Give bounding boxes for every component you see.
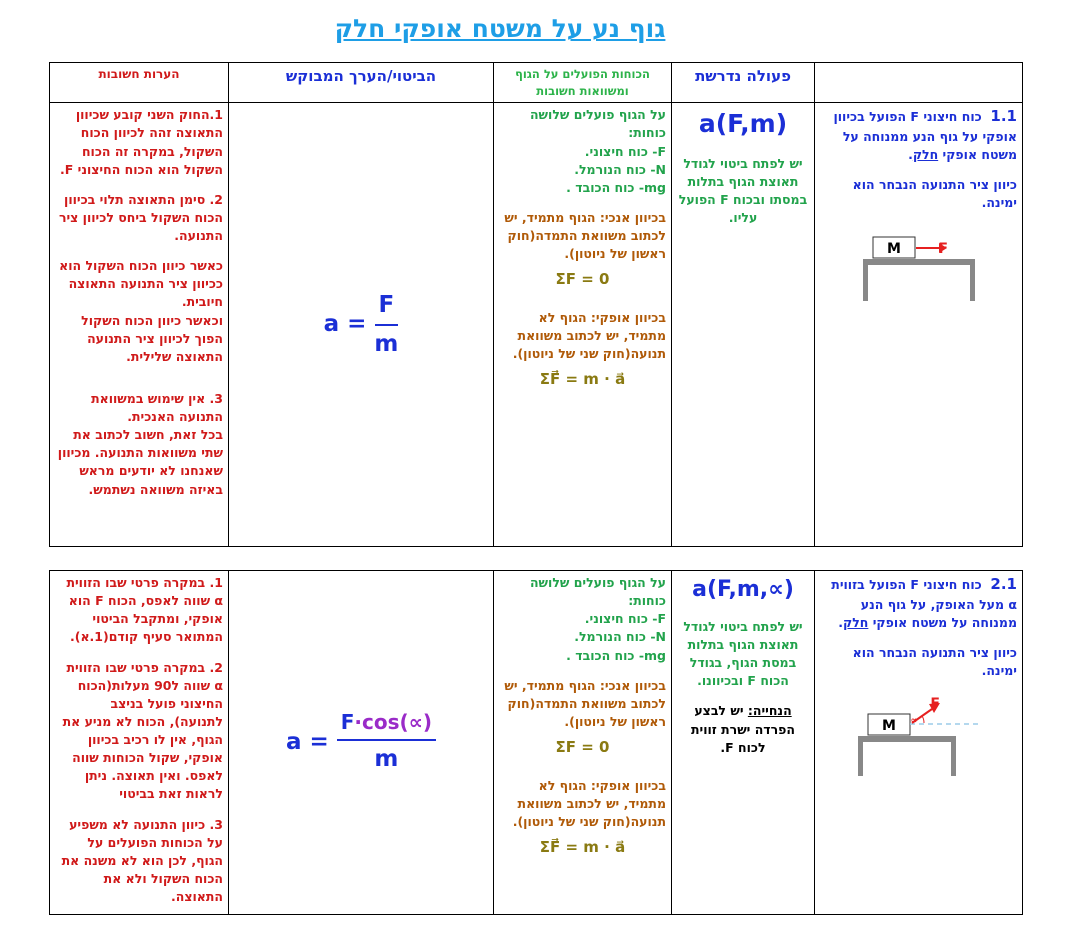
formula	[234, 708, 488, 776]
diagram-force-label: F	[929, 696, 940, 713]
action-cell-1	[672, 103, 815, 547]
block-angled-force-diagram	[854, 692, 984, 777]
formula	[234, 289, 488, 362]
table-section-1	[49, 62, 1023, 547]
formula-numerator-cos: ·cos(∝)	[354, 710, 433, 735]
section-cell-2	[815, 571, 1023, 915]
section-description: 1.1 כוח חיצוני F הפועל בכיוון אופקי על גוף הנע ממנוחה על משטח אופקי חלק.	[833, 107, 1017, 163]
header-section	[815, 63, 1023, 103]
note-3: 3. אין שימוש במשוואת התנועה האנכית.	[91, 390, 223, 425]
block-force-diagram	[859, 225, 979, 305]
notes-cell-2	[50, 571, 229, 915]
diagram-mass-label: M	[886, 240, 901, 257]
notes-cell-1	[50, 103, 229, 547]
hint-text: יש לבצע הפרדה ישרת זווית לכוח F.	[690, 703, 795, 755]
content-row-2	[50, 571, 1023, 915]
section-cell-1	[815, 103, 1023, 547]
note-3: 3. כיוון התנועה לא משפיע על הכוחות הפועלים על הגוף, לכן הוא לא משנה את הכוח השקול ולא את התאוצה.	[61, 816, 223, 904]
motion-direction: כיוון ציר התנועה הנבחר הוא ימינה.	[852, 177, 1017, 211]
note-1: 1.החוק השני קובע שכיוון התאוצה זהה לכיוון הכוח השקול, במקרה זה הכוח השקול הוא הכוח החיצוני F.	[59, 107, 223, 177]
action-expression: a(F,m,∝)	[692, 577, 794, 602]
page-title: גוף נע על משטח אופקי חלק	[334, 14, 666, 43]
note-3b: בכל זאת, חשוב לכתוב את שתי משוואות התנועה. מכיוון שאנחנו לא יודעים מראש באיזה משוואה נשתמש.	[57, 427, 223, 497]
content-row-1	[50, 103, 1023, 547]
section-number: 2.1	[990, 575, 1017, 593]
note-2: 2. סימן התאוצה תלוי בכיוון הכוח השקול ביחס לכיוון ציר התנועה.	[58, 191, 223, 244]
force-mg: mg- כוח הכובד .	[566, 179, 666, 195]
header-action: פעולה נדרשת	[672, 63, 815, 103]
formula-numerator: F	[375, 289, 399, 326]
horizontal-text: בכיוון אופקי: הגוף לא מתמיד, יש לכתוב משוואת תנועה(חוק שני של ניוטון).	[512, 310, 666, 362]
diagram-force-label: F	[937, 240, 948, 257]
forces-cell-2	[494, 571, 672, 915]
hint-label: הנחייה:	[747, 703, 792, 719]
action-cell-2	[672, 571, 815, 915]
note-2: 2. במקרה פרטי שבו הזווית α שווה ל90 מעלות(הכוח החיצוני פועל בניצב לתנועה), הכוח לא מניע את הגוף, אין לו רכיב בכיוון אופקי, שקול הכוחות שווה לאפס. ואין תאוצה. ניתן לראות זאת בביטוי	[62, 659, 223, 802]
vertical-text: בכיוון אנכי: הגוף מתמיד, יש לכתוב משוואת התמדה(חוק ראשון של ניוטון).	[504, 209, 666, 262]
action-text: יש לפתח ביטוי לגודל תאוצת הגוף בתלות במסתו ובכוח F הפועל עליו.	[678, 155, 808, 225]
section-number: 1.1	[990, 107, 1017, 126]
action-text: יש לפתח ביטוי לגודל תאוצת הגוף בתלות במסת הגוף, בגודל הכוח F ובכיוונו.	[683, 618, 803, 689]
note-2b: כאשר כיוון הכוח השקול הוא ככיוון ציר התנועה התאוצה חיובית.	[59, 258, 223, 310]
equation-1: ΣF = 0	[555, 270, 610, 289]
formula-lhs: a =	[285, 728, 329, 755]
force-f: F- כוח חיצוני.	[584, 143, 666, 159]
force-n: N- כוח הנורמל.	[574, 629, 666, 645]
expression-cell-1	[229, 103, 494, 547]
table-section-2	[49, 570, 1023, 915]
header-forces: הכוחות הפועלים על הגוף ומשוואות חשובות	[494, 63, 672, 103]
formula-lhs: a =	[323, 311, 367, 338]
horizontal-text: בכיוון אופקי: הגוף לא מתמיד, יש לכתוב משוואת תנועה(חוק שני של ניוטון).	[512, 777, 666, 829]
note-2c: וכאשר כיוון הכוח השקול הפוך לכיוון ציר התנועה התאוצה שלילית.	[81, 312, 223, 364]
hint	[677, 702, 809, 756]
header-expression: הביטוי/הערך המבוקש	[229, 63, 494, 103]
header-notes: הערות חשובות	[50, 63, 229, 103]
force-n: N- כוח הנורמל.	[574, 161, 666, 177]
formula-numerator-f: F	[340, 710, 355, 735]
force-mg: mg- כוח הכובד .	[566, 647, 666, 663]
expression-cell-2	[229, 571, 494, 915]
formula-denominator: m	[374, 330, 399, 357]
force-f: F- כוח חיצוני.	[584, 611, 666, 627]
forces-cell-1	[494, 103, 672, 547]
equation-1: ΣF = 0	[555, 738, 610, 756]
equation-2: ΣF⃗ = m · a⃗	[539, 838, 626, 857]
section-description: 2.1 כוח חיצוני F הפועל בזווית α מעל האופק, על גוף הנע ממנוחה על משטח אופקי חלק.	[831, 575, 1017, 630]
note-1: 1. במקרה פרטי שבו הזווית α שווה לאפס, הכוח F הוא אופקי, ומתקבל הביטוי המתואר סעיף קודם(1.א).	[66, 575, 223, 645]
forces-intro: על הגוף פועלים שלושה כוחות:	[529, 107, 666, 141]
header-row	[50, 63, 1023, 103]
vertical-text: בכיוון אנכי: הגוף מתמיד, יש לכתוב משוואת התמדה(חוק ראשון של ניוטון).	[504, 677, 666, 729]
forces-intro: על הגוף פועלים שלושה כוחות:	[529, 575, 666, 609]
motion-direction: כיוון ציר התנועה הנבחר הוא ימינה.	[852, 645, 1017, 679]
svg-text:∝: ∝	[910, 716, 917, 727]
formula-denominator: m	[374, 746, 399, 773]
action-expression: a(F,m)	[698, 109, 788, 139]
equation-2: ΣF⃗ = m · a⃗	[539, 370, 626, 389]
diagram-mass-label: M	[881, 718, 896, 735]
